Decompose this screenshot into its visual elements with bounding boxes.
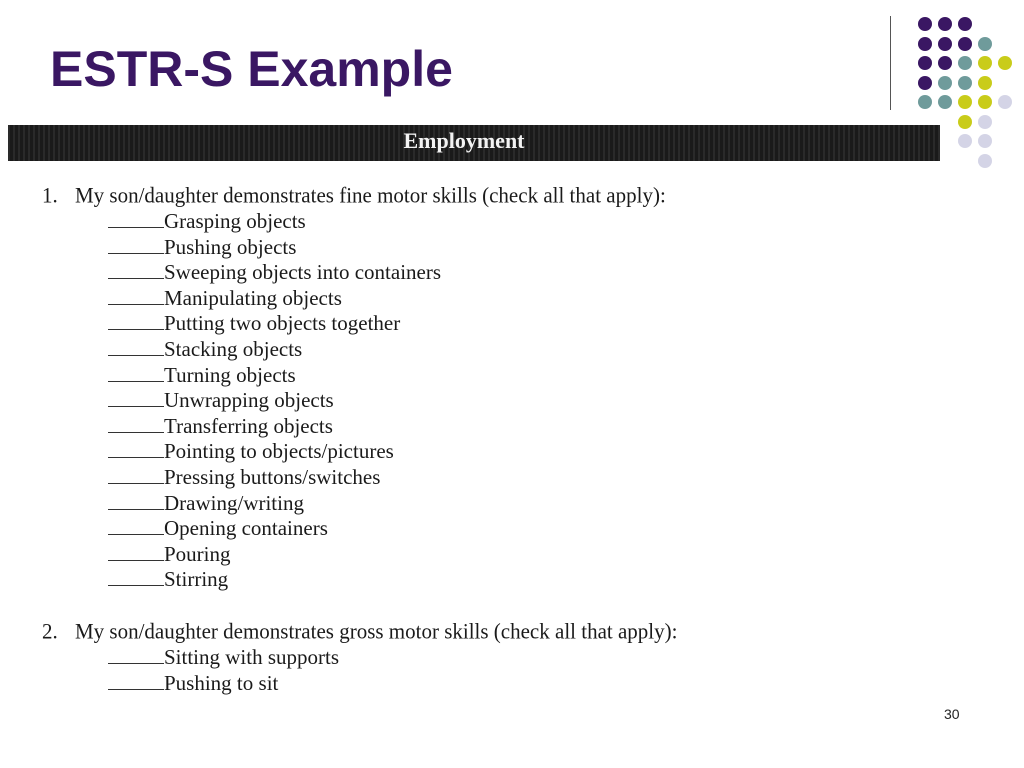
check-blank — [108, 235, 164, 254]
question-1-text: My son/daughter demonstrates fine motor skills (check all that apply): — [75, 183, 666, 208]
decorative-dot — [918, 95, 932, 109]
check-blank — [108, 286, 164, 305]
decorative-dot — [958, 37, 972, 51]
checklist-item — [108, 235, 441, 261]
question-1-number: 1. — [42, 183, 58, 208]
check-blank — [108, 363, 164, 382]
decorative-dot — [918, 76, 932, 90]
checklist-item — [108, 567, 441, 593]
decorative-dot — [958, 56, 972, 70]
decorative-dot — [938, 95, 952, 109]
checklist-item — [108, 209, 441, 235]
decorative-dot — [918, 37, 932, 51]
check-blank — [108, 516, 164, 535]
decorative-dot — [978, 134, 992, 148]
checklist-item-label: Stacking objects — [164, 336, 303, 361]
decorative-dot — [918, 56, 932, 70]
checklist-item-label: Sitting with supports — [164, 645, 340, 669]
checklist-item-label: Turning objects — [164, 362, 296, 387]
checklist-item — [108, 388, 441, 414]
page-number: 30 — [944, 706, 960, 722]
decorative-dot — [998, 56, 1012, 70]
question-2-text: My son/daughter demonstrates gross motor skills (check all that apply): — [75, 619, 678, 644]
checklist-item-label: Pointing to objects/pictures — [164, 439, 394, 464]
check-blank — [108, 260, 164, 279]
decorative-dot — [978, 37, 992, 51]
check-blank — [108, 439, 164, 458]
checklist-item — [108, 337, 441, 363]
check-blank — [108, 465, 164, 484]
checklist-item — [108, 286, 441, 312]
checklist-item — [108, 645, 339, 671]
decorative-dot — [978, 154, 992, 168]
decorative-dot — [958, 76, 972, 90]
decorative-dot — [938, 56, 952, 70]
check-blank — [108, 671, 164, 690]
checklist-item — [108, 516, 441, 542]
question-2-options — [108, 645, 339, 696]
check-blank — [108, 491, 164, 510]
checklist-item — [108, 671, 339, 697]
checklist-item-label: Pushing to sit — [164, 670, 279, 695]
decorative-dot — [938, 37, 952, 51]
checklist-item — [108, 363, 441, 389]
decorative-dot — [978, 56, 992, 70]
decorative-dot — [978, 115, 992, 129]
checklist-item — [108, 260, 441, 286]
checklist-item-label: Pouring — [164, 541, 231, 566]
checklist-item-label: Opening containers — [164, 516, 328, 541]
decorative-dot — [978, 76, 992, 90]
check-blank — [108, 542, 164, 561]
check-blank — [108, 311, 164, 330]
decorative-dot — [938, 17, 952, 31]
question-1 — [42, 183, 666, 209]
check-blank — [108, 414, 164, 433]
checklist-item-label: Grasping objects — [164, 209, 306, 233]
checklist-item — [108, 414, 441, 440]
slide-title: ESTR-S Example — [50, 41, 453, 97]
question-2-number: 2. — [42, 619, 58, 644]
checklist-item — [108, 465, 441, 491]
question-2 — [42, 619, 677, 645]
check-blank — [108, 337, 164, 356]
title-divider-line — [890, 16, 891, 110]
checklist-item-label: Manipulating objects — [164, 285, 342, 310]
check-blank — [108, 567, 164, 586]
decorative-dot — [958, 115, 972, 129]
checklist-item-label: Unwrapping objects — [164, 388, 334, 413]
checklist-item-label: Putting two objects together — [164, 311, 401, 336]
checklist-item — [108, 542, 441, 568]
checklist-item — [108, 439, 441, 465]
decorative-dot — [958, 17, 972, 31]
decorative-dot — [938, 76, 952, 90]
decorative-dot — [978, 95, 992, 109]
decorative-dot — [958, 134, 972, 148]
checklist-item-label: Transferring objects — [164, 413, 333, 438]
check-blank — [108, 388, 164, 407]
section-header: Employment — [8, 125, 940, 161]
checklist-item-label: Pressing buttons/switches — [164, 464, 381, 489]
decorative-dot — [958, 95, 972, 109]
question-1-options — [108, 209, 441, 593]
decorative-dot — [998, 95, 1012, 109]
checklist-item-label: Stirring — [164, 567, 229, 592]
checklist-item — [108, 311, 441, 337]
check-blank — [108, 645, 164, 664]
decorative-dot — [918, 17, 932, 31]
checklist-item-label: Drawing/writing — [164, 490, 304, 515]
checklist-item-label: Pushing objects — [164, 234, 297, 259]
checklist-item-label: Sweeping objects into containers — [164, 260, 442, 285]
checklist-item — [108, 491, 441, 517]
check-blank — [108, 209, 164, 228]
